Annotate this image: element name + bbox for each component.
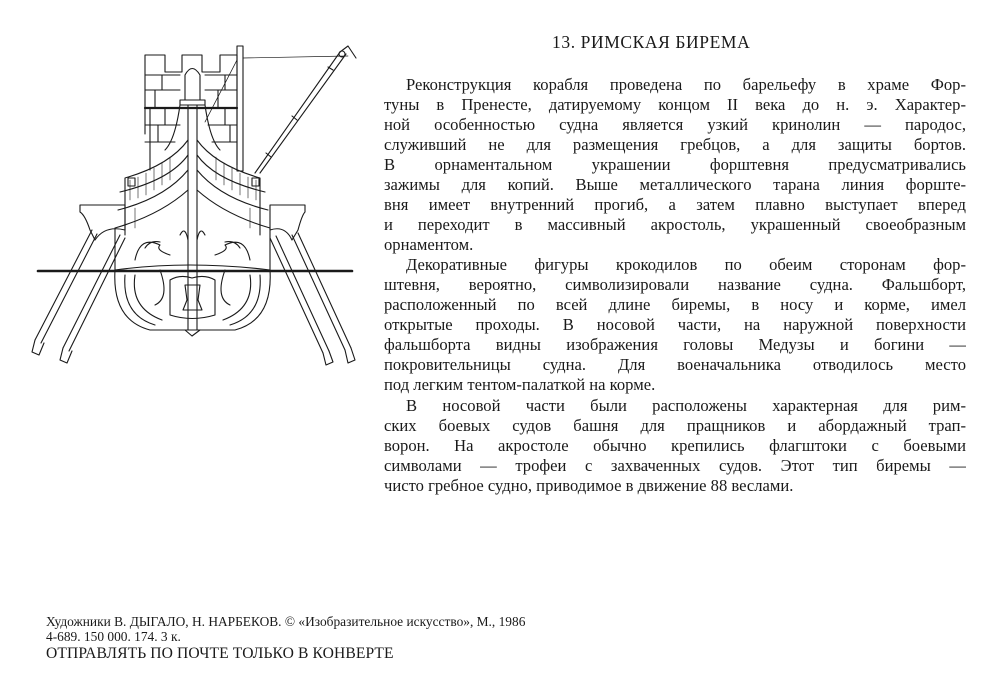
bireme-illustration [30,30,380,370]
text-line: туны в Пренесте, датируемому концом II века до н. э. Характер- [384,95,966,114]
credits-line: Художники В. ДЫГАЛО, Н. НАРБЕКОВ. © «Изобразительное искусство», М., 1986 [46,614,526,629]
text-line: Декоративные фигуры крокодилов по обеим сторонам фор- [406,255,966,274]
text-line: под легким тентом-палаткой на корме. [384,375,656,394]
text-line: орнаментом. [384,235,474,254]
tower [145,55,237,170]
text-line: открытые проходы. В носовой части, на наружной поверхности [384,315,966,334]
text-line: фальшборта видны изображения головы Медузы и богини — [384,335,966,354]
text-line: ворон. На акростоле обычно крепились флагштоки с боевыми [384,436,966,455]
mail-notice: ОТПРАВЛЯТЬ ПО ПОЧТЕ ТОЛЬКО В КОНВЕРТЕ [46,645,394,662]
text-line: В орнаментальном украшении форштевня предусматривались [384,155,966,174]
text-line: ной особенностью судна является узкий кринолин — пародос, [384,115,966,134]
text-line: В носовой части были расположены характерная для рим- [406,396,966,415]
paragraph-2 [384,255,966,395]
text-line: покровительницы судна. Для военачальника отводилось место [384,355,966,374]
paragraph-1 [384,75,966,255]
print-info-line: 4-689. 150 000. 174. 3 к. [46,629,181,644]
text-line: Реконструкция корабля проведена по барельефу в храме Фор- [406,75,966,94]
text-line: зажимы для копий. Выше металлического тарана линия форште- [384,175,966,194]
ram [115,270,270,336]
text-line: расположенный по всей длине биремы, в носу и корме, имел [384,295,966,314]
text-line: служивший не для размещения гребцов, а для защиты бортов. [384,135,966,154]
footer [46,614,686,663]
oars [32,230,355,365]
text-line: и переходит в массивный акростоль, украшенный своеобразным [384,215,966,234]
text-line: символами — трофеи с захваченных судов. Этот тип биремы — [384,456,966,475]
text-line: вня имеет внутренний прогиб, а затем плавно выступает вперед [384,195,966,214]
boarding-bridge [255,46,356,173]
paragraph-3 [384,396,966,496]
text-line: чисто гребное судно, приводимое в движение 88 веслами. [384,476,794,495]
hull [80,140,305,270]
text-line: штевня, вероятно, символизировали название судна. Фальшборт, [384,275,966,294]
text-line: ских боевых судов башня для пращников и абордажный трап- [384,416,966,435]
page-title: 13. РИМСКАЯ БИРЕМА [552,32,751,52]
